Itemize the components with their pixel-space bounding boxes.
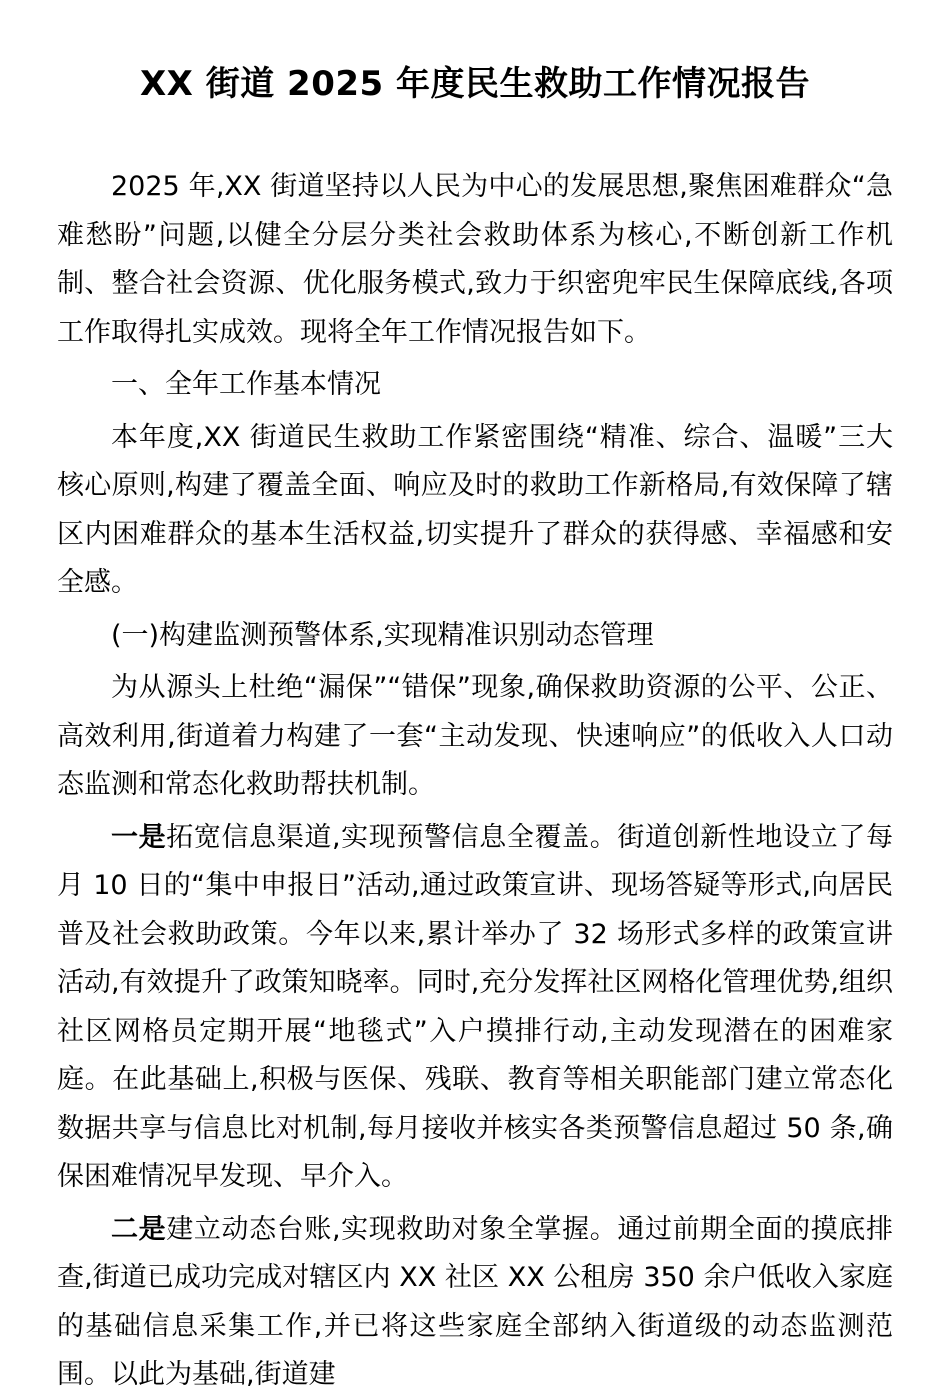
paragraph-bold-lead: 一是 [111,821,167,853]
document-body [57,163,893,1400]
paragraph-bold-lead: 二是 [111,1213,167,1245]
paragraph: 为从源头上杜绝“漏保”“错保”现象,确保救助资源的公平、公正、高效利用,街道着力构建了一套“主动发现、快速响应”的低收入人口动态监测和常态化救助帮扶机制。 [57,672,893,800]
document-title: XX 街道 2025 年度民生救助工作情况报告 [139,64,811,104]
paragraph: 一是拓宽信息渠道,实现预警信息全覆盖。街道创新性地设立了每月 10 日的“集中申报日”活动,通过政策宣讲、现场答疑等形式,向居民普及社会救助政策。今年以来,累计举办了 32 场形式多样的政策宣讲活动,有效提升了政策知晓率。同时,充分发挥社区网格化管理优势,组织社区网格员定期开展“地毯式”入户摸排行动,主动发现潜在的困难家庭。在此基础上,积极与医保、残联、教育等相关职能部门建立常态化数据共享与信息比对机制,每月接收并核实各类预警信息超过 50 条,确保困难情况早发现、早介入。 [57,821,893,1192]
section-heading: (一)构建监测预警体系,实现精准识别动态管理 [111,619,654,651]
paragraph: 二是建立动态台账,实现救助对象全掌握。通过前期全面的摸底排查,街道已成功完成对辖区内 XX 社区 XX 公租房 350 余户低收入家庭的基础信息采集工作,并已将这些家庭全部纳入街道级的动态监测范围。以此为基础,街道建 [57,1213,893,1390]
paragraph: 2025 年,XX 街道坚持以人民为中心的发展思想,聚焦困难群众“急难愁盼”问题,以健全分层分类社会救助体系为核心,不断创新工作机制、整合社会资源、优化服务模式,致力于织密兜牢民生保障底线,各项工作取得扎实成效。现将全年工作情况报告如下。 [57,171,893,348]
paragraph: 本年度,XX 街道民生救助工作紧密围绕“精准、综合、温暖”三大核心原则,构建了覆盖全面、响应及时的救助工作新格局,有效保障了辖区内困难群众的基本生活权益,切实提升了群众的获得感、幸福感和安全感。 [57,421,893,598]
section-heading: 一、全年工作基本情况 [111,369,381,400]
